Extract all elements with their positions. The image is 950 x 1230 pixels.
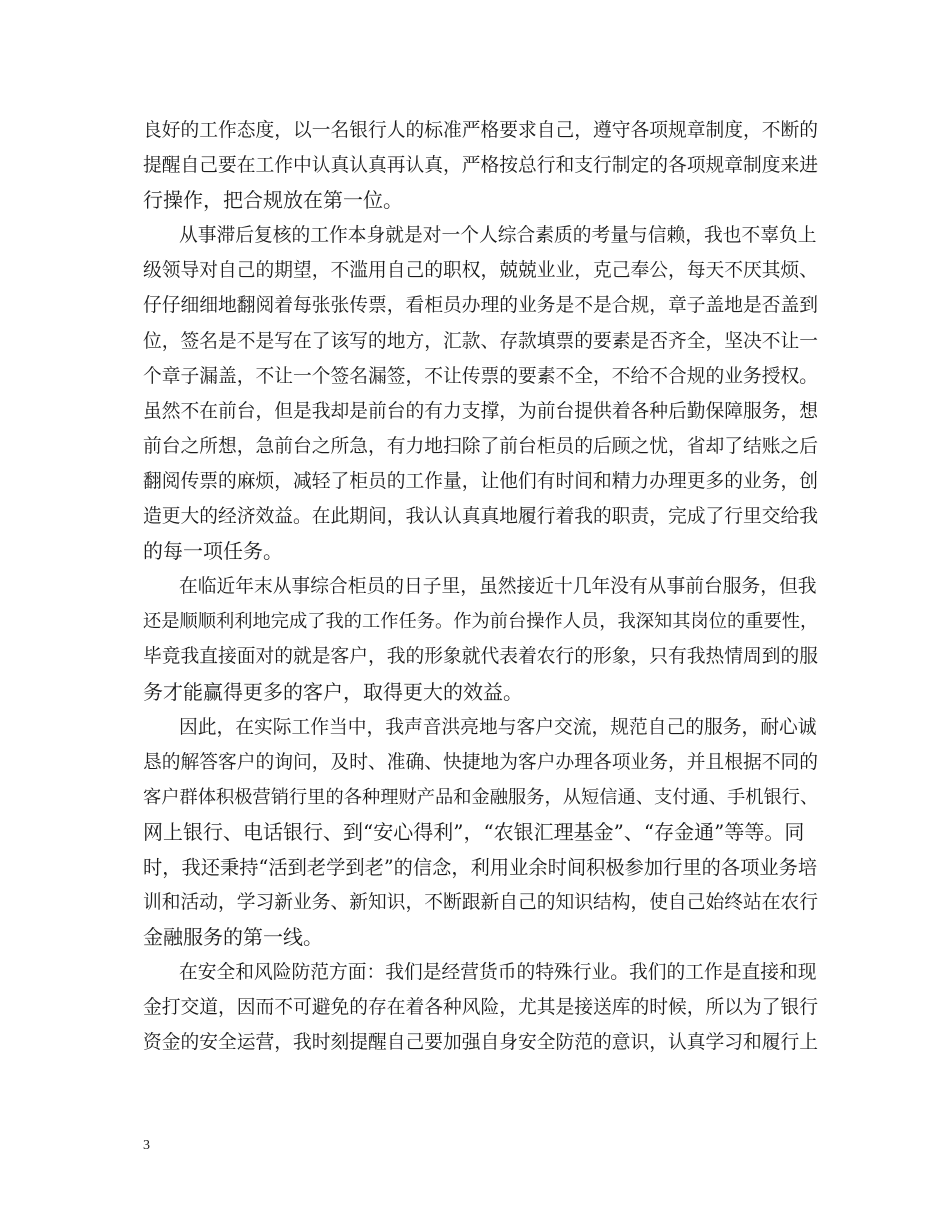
text-line: 提醒自己要在工作中认真认真再认真，严格按总行和支行制定的各项规章制度来进	[143, 155, 818, 177]
text-line: 因此，在实际工作当中，我声音洪亮地与客户交流，规范自己的服务，耐心诚	[179, 716, 817, 738]
text-line: 在临近年末从事综合柜员的日子里，虽然接近十几年没有从事前台服务，但我	[179, 576, 817, 598]
text-line: 网上银行、电话银行、到“安心得利”，“农银汇理基金”、“存金通”等等。同	[143, 819, 805, 844]
text-line: 虽然不在前台，但是我却是前台的有力支撑，为前台提供着各种后勤保障服务，想	[143, 400, 818, 422]
text-line: 时，我还秉持“活到老学到老”的信念，利用业余时间积极参加行里的各项业务培	[143, 855, 818, 879]
text-line: 的每一项任务。	[143, 539, 283, 564]
text-line: 恳的解答客户的询问，及时、准确、快捷地为客户办理各项业务，并且根据不同的	[143, 751, 818, 773]
text-line: 良好的工作态度，以一名银行人的标准严格要求自己，遵守各项规章制度，不断的	[143, 120, 818, 141]
page-number: 3	[143, 1138, 150, 1153]
text-line: 资金的安全运营，我时刻提醒自己要加强自身安全防范的意识，认真学习和履行上	[143, 1032, 818, 1054]
text-line: 客户群体积极营销行里的各种理财产品和金融服务，从短信通、支付通、手机银行、	[143, 786, 819, 808]
text-line: 造更大的经济效益。在此期间，我认认真真地履行着我的职责，完成了行里交给我	[143, 506, 818, 528]
text-line: 前台之所想，急前台之所急，有力地扫除了前台柜员的后顾之忧，省却了结账之后	[143, 435, 818, 457]
text-line: 级领导对自己的期望，不滥用自己的职权，兢兢业业，克己奉公，每天不厌其烦、	[143, 260, 818, 282]
text-line: 在安全和风险防范方面：我们是经营货币的特殊行业。我们的工作是直接和现	[179, 962, 817, 984]
text-line: 仔仔细细地翻阅着每张张传票，看柜员办理的业务是不是合规，章子盖地是否盖到	[143, 295, 818, 317]
text-line: 务才能赢得更多的客户，取得更大的效益。	[143, 679, 523, 704]
text-line: 还是顺顺利利地完成了我的工作任务。作为前台操作人员，我深知其岗位的重要性，	[143, 611, 819, 633]
text-line: 训和活动，学习新业务、新知识，不断跟新自己的知识结构，使自己始终站在农行	[143, 892, 818, 914]
text-line: 金打交道，因而不可避免的存在着各种风险，尤其是接送库的时候，所以为了银行	[143, 997, 818, 1019]
text-line: 行操作，把合规放在第一位。	[143, 188, 403, 213]
text-line: 位，签名是不是写在了该写的地方，汇款、存款填票的要素是否齐全，坚决不让一	[143, 330, 818, 352]
text-line: 金融服务的第一线。	[143, 925, 323, 950]
text-line: 从事滞后复核的工作本身就是对一个人综合素质的考量与信赖，我也不辜负上	[179, 225, 817, 247]
text-line: 翻阅传票的麻烦，减轻了柜员的工作量，让他们有时间和精力办理更多的业务，创	[143, 470, 818, 492]
text-line: 毕竟我直接面对的就是客户，我的形象就代表着农行的形象，只有我热情周到的服	[143, 646, 818, 668]
document-body	[143, 113, 823, 1061]
text-line: 个章子漏盖，不让一个签名漏签，不让传票的要素不全，不给不合规的业务授权。	[143, 365, 818, 387]
